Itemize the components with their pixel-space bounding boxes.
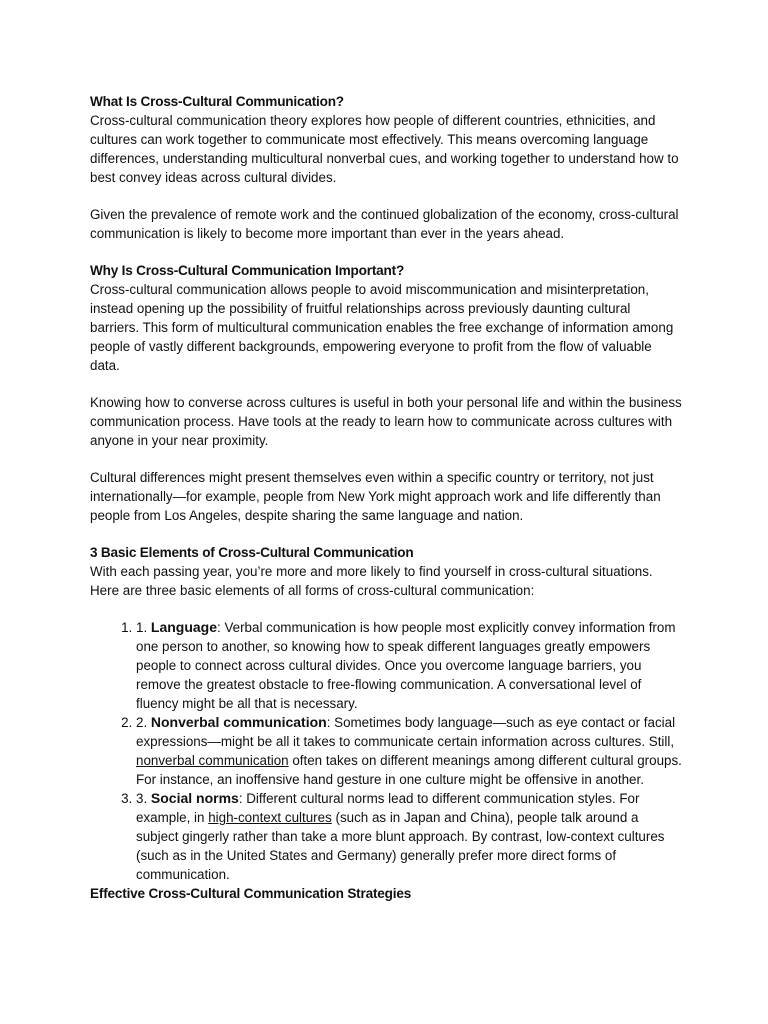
document-page [90,92,682,903]
section-heading-what-is: What Is Cross-Cultural Communication? [90,94,344,109]
paragraph: Knowing how to converse across cultures is useful in both your personal life and within the business communication process. Have tools at the ready to learn how to communicate across cultures with anyone in your near proximity. [90,395,682,448]
list-item-text: often takes on different meanings among different cultural groups. For instance, an inoffensive hand gesture in one culture might be offensive in another. [136,753,682,787]
paragraph: Given the prevalence of remote work and the continued globalization of the economy, cross-cultural communication is likely to become more important than ever in the years ahead. [90,207,679,241]
paragraph: Cultural differences might present themselves even within a specific country or territory, not just internationally—for example, people from New York might approach work and life differently than people from Los Angeles, despite sharing the same language and nation. [90,470,661,523]
elements-list [90,618,682,884]
section-heading-strategies: Effective Cross-Cultural Communication Strategies [90,886,412,901]
list-item-text: : Verbal communication is how people most explicitly convey information from one person to another, so knowing how to speak different languages greatly empowers people to connect across cultural divides. Once you overcome language barriers, you remove the greatest obstacle to free-flowing communication. A conversational level of fluency might be all that is necessary. [136,620,676,711]
list-item-term: Nonverbal communication [150,714,327,730]
list-item-term: Language [150,619,218,635]
list-item-number: 3. [136,791,151,806]
nonverbal-communication-link[interactable]: nonverbal communication [136,753,289,768]
list-item [136,713,682,789]
list-item-number: 1. [136,620,151,635]
list-item-term: Social norms [150,790,239,806]
list-item [136,618,682,713]
list-item-text: : Sometimes body language—such as eye contact or facial expressions—might be all it takes to communicate certain information across cultures. Still, [136,715,676,749]
list-item-text: (such as in Japan and China), people talk around a subject gingerly rather than take a more blunt approach. By contrast, low-context cultures (such as in the United States and Germany) generally prefer more direct forms of communication. [136,810,665,882]
paragraph: Cross-cultural communication theory explores how people of different countries, ethnicities, and cultures can work together to communicate most effectively. This means overcoming language differences, understanding multicultural nonverbal cues, and working together to understand how to best convey ideas across cultural divides. [90,113,679,185]
list-item-text: : Different cultural norms lead to different communication styles. For example, in [136,791,640,825]
paragraph: With each passing year, you’re more and more likely to find yourself in cross-cultural situations. Here are three basic elements of all forms of cross-cultural communication: [90,564,653,598]
section-heading-basic-elements: 3 Basic Elements of Cross-Cultural Communication [90,545,414,560]
list-item-number: 2. [136,715,151,730]
paragraph: Cross-cultural communication allows people to avoid miscommunication and misinterpretation, instead opening up the possibility of fruitful relationships across previously daunting cultural barriers. This form of multicultural communication enables the free exchange of information among people of vastly different backgrounds, empowering everyone to profit from the flow of valuable data. [90,282,674,373]
high-context-cultures-link[interactable]: high-context cultures [208,810,332,825]
list-item [136,789,682,884]
section-heading-why-important: Why Is Cross-Cultural Communication Important? [90,263,405,278]
